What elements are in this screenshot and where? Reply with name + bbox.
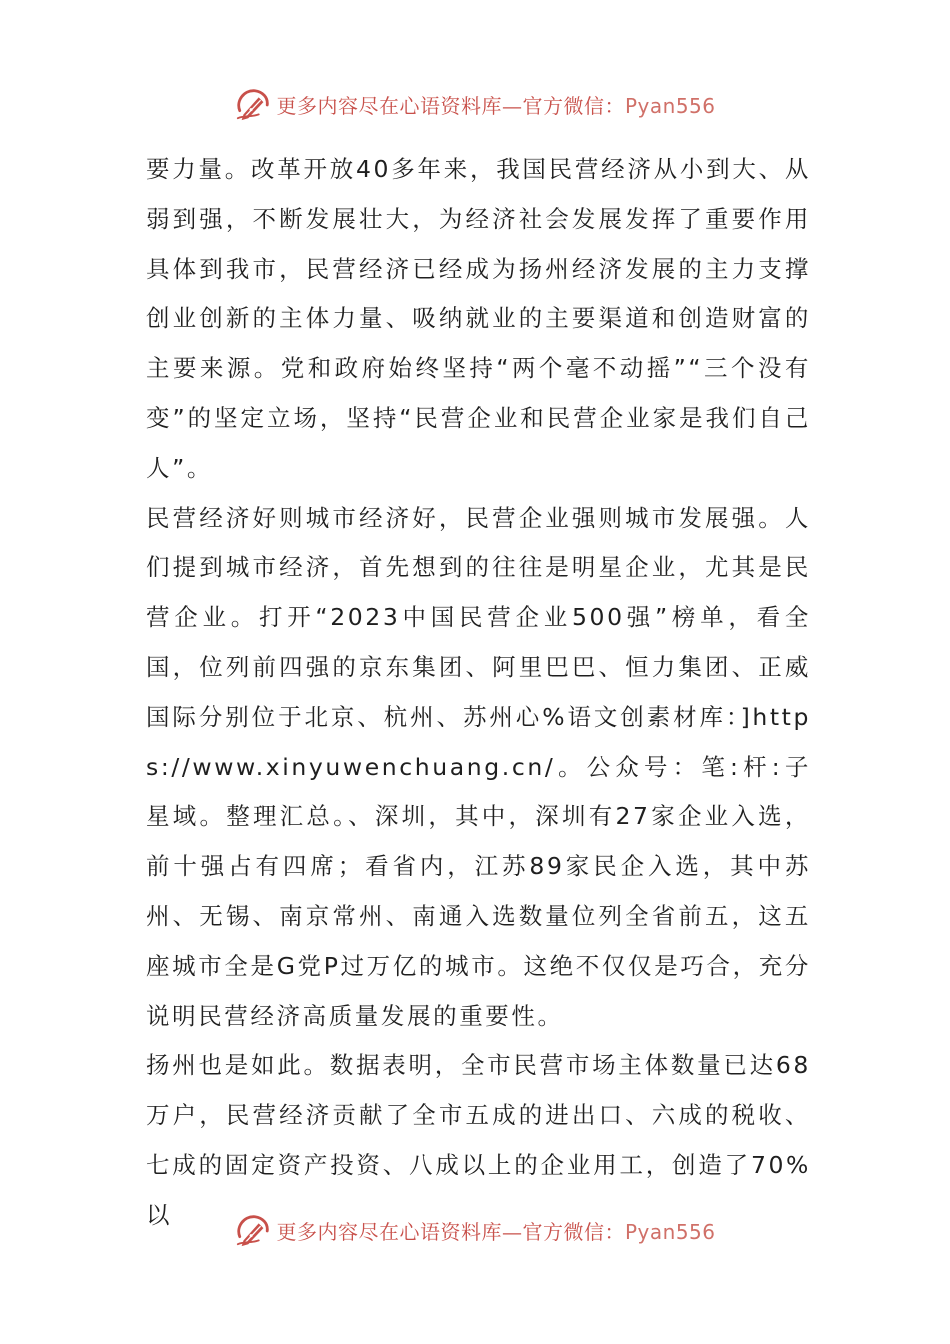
footer-banner	[0, 1210, 950, 1250]
document-body	[146, 145, 811, 1241]
footer-banner-account: Pyan556	[624, 1219, 716, 1244]
header-banner-text: 更多内容尽在心语资料库—官方微信：Pyan556	[276, 93, 716, 118]
pen-nib-logo-icon	[234, 86, 272, 122]
paragraph-1: 要力量。改革开放40多年来，我国民营经济从小到大、从弱到强，不断发展壮大，为经济社会发展发挥了重要作用具体到我市，民营经济已经成为扬州经济发展的主力支撑创业创新的主体力量、吸纳就业的主要渠道和创造财富的主要来源。党和政府始终坚持“两个毫不动摇”“三个没有变”的坚定立场，坚持“民营企业和民营企业家是我们自己人”。	[146, 155, 811, 482]
paragraph-2: 民营经济好则城市经济好，民营企业强则城市发展强。人们提到城市经济，首先想到的往往是明星企业，尤其是民营企业。打开“2023中国民营企业500强”榜单，看全国，位列前四强的京东集团、阿里巴巴、恒力集团、正威国际分别位于北京、杭州、苏州心%语文创素材库：]https://www.xinyuwenchuang.cn/。公众号：笔:杆:子星域。整理汇总。、深圳，其中，深圳有27家企业入选，前十强占有四席；看省内，江苏89家民企入选，其中苏州、无锡、南京常州、南通入选数量位列全省前五，这五座城市全是G党P过万亿的城市。这绝不仅仅是巧合，充分说明民营经济高质量发展的重要性。	[146, 503, 811, 1030]
paragraph-3: 扬州也是如此。数据表明，全市民营市场主体数量已达68万户，民营经济贡献了全市五成的进出口、六成的税收、七成的固定资产投资、八成以上的企业用工，创造了70%以	[146, 1051, 811, 1229]
header-banner-account: Pyan556	[624, 93, 716, 118]
header-banner	[0, 84, 950, 124]
pen-nib-logo-icon	[234, 1212, 272, 1248]
footer-banner-text: 更多内容尽在心语资料库—官方微信：Pyan556	[276, 1219, 716, 1244]
